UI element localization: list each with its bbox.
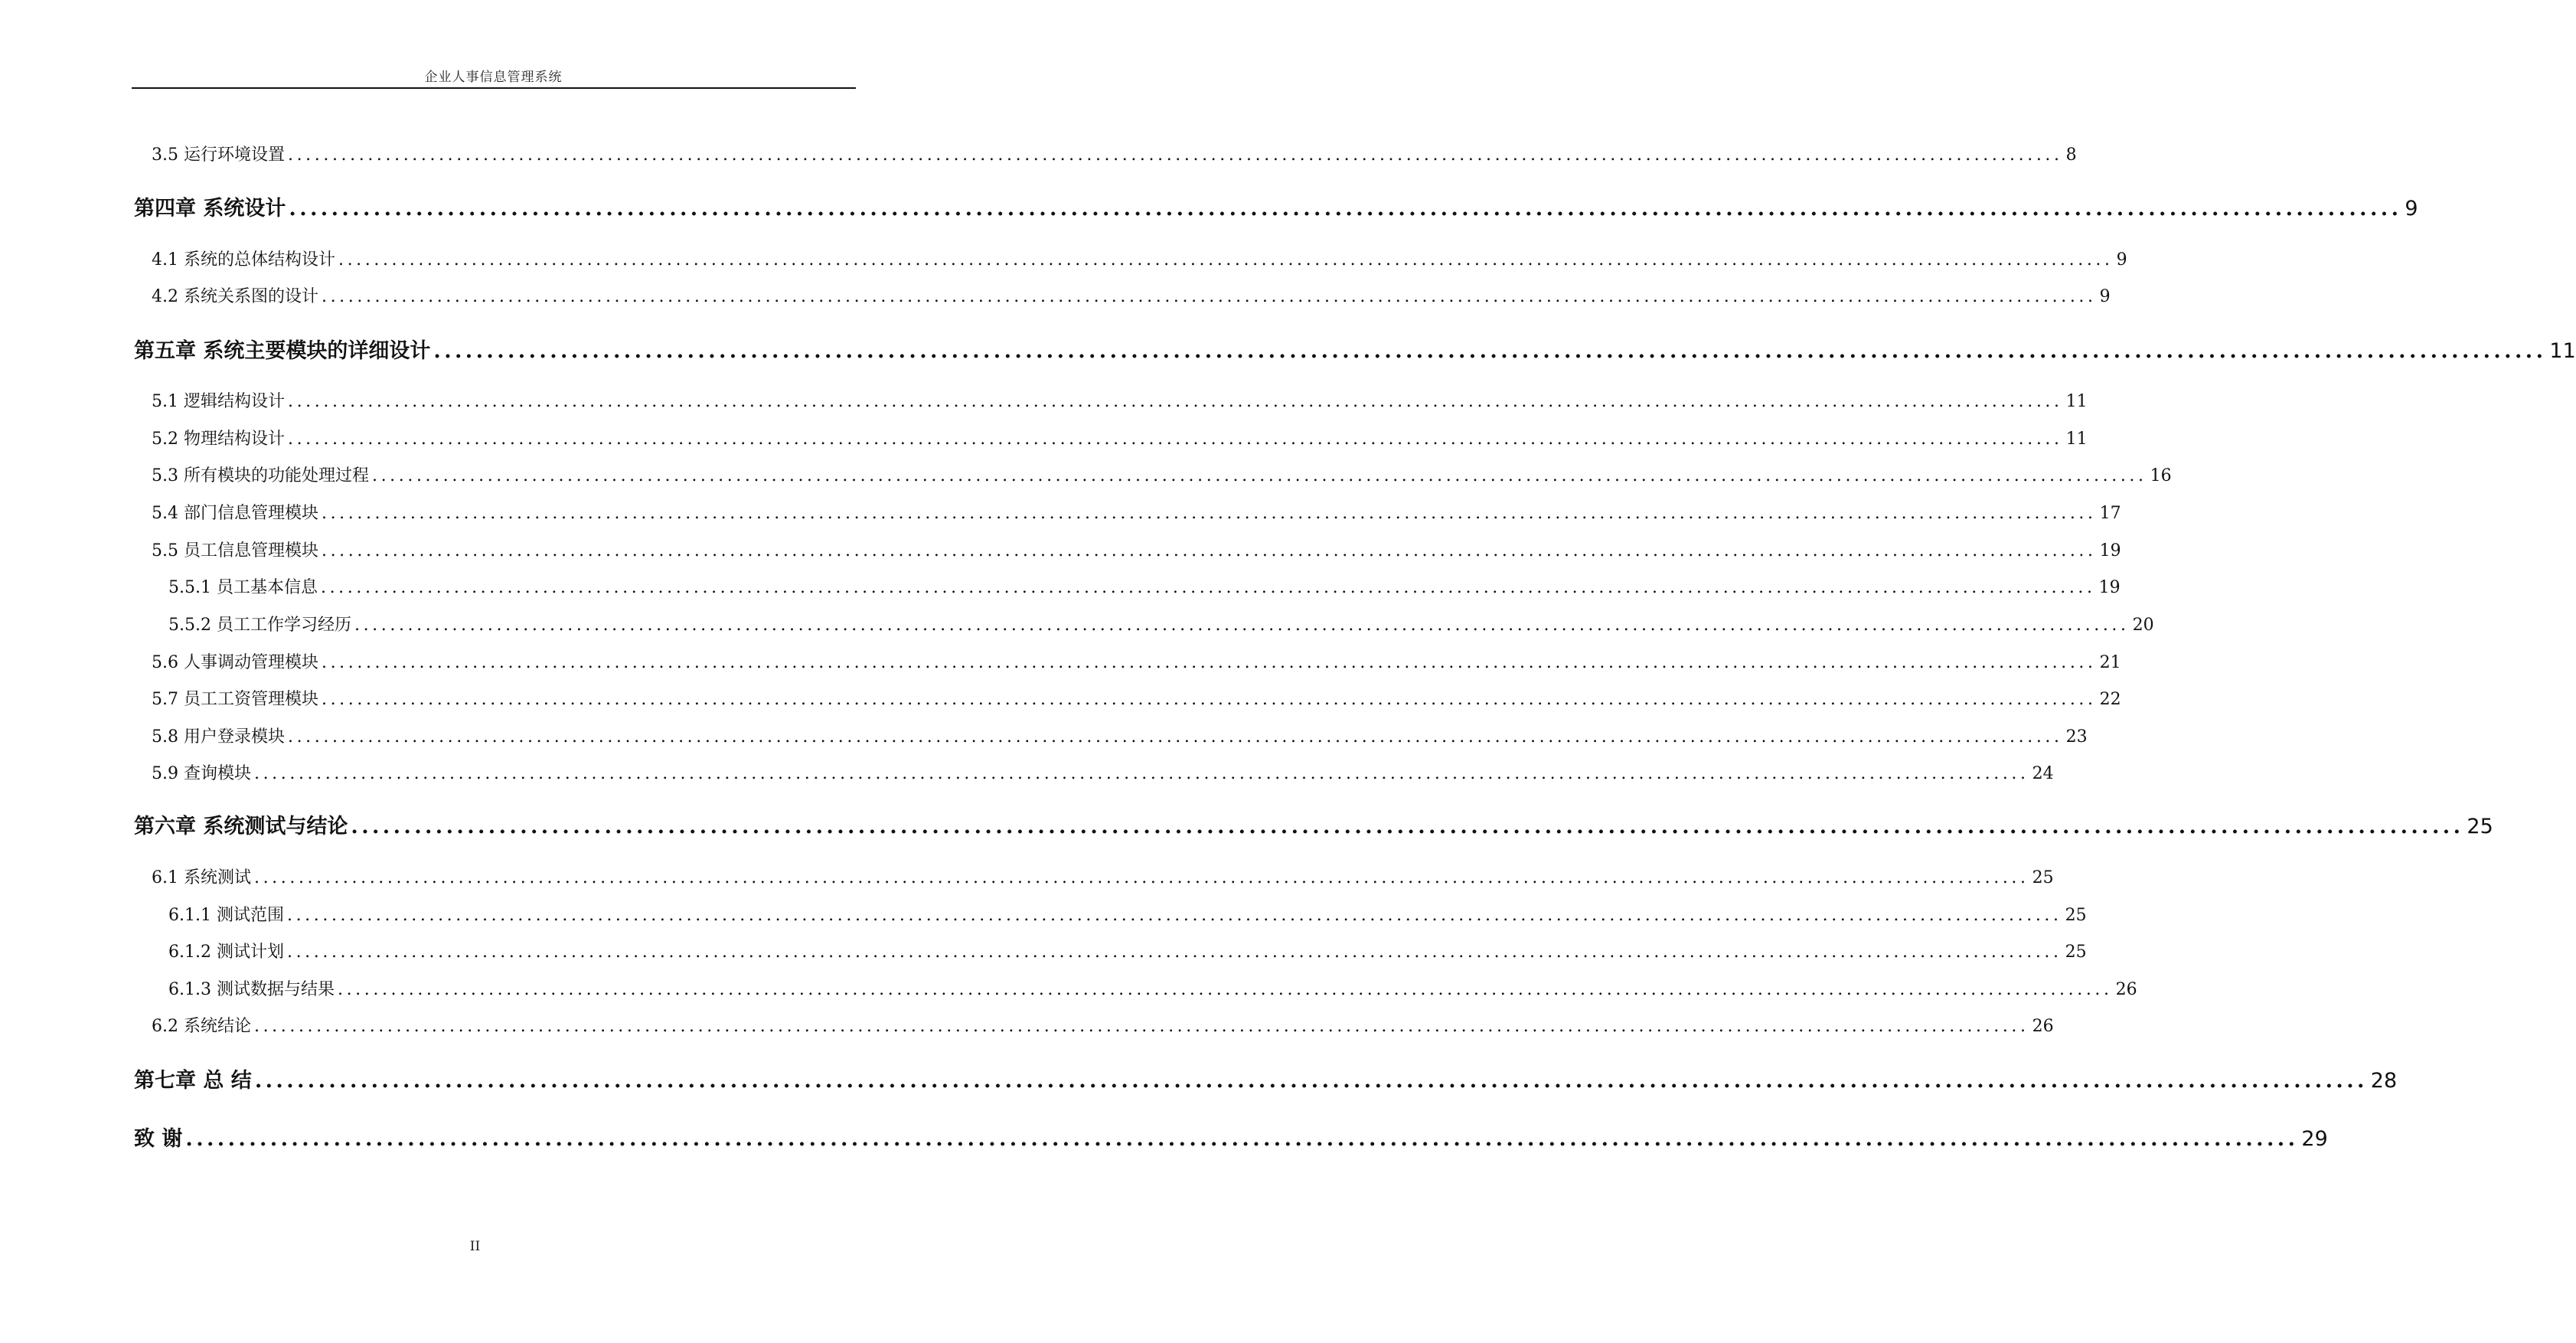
- toc-entry-5-9[interactable]: [152, 760, 2054, 784]
- toc-entry-5-5[interactable]: [152, 538, 2121, 561]
- toc-entry-page: 17: [2099, 504, 2121, 523]
- toc-entry-label: 5.6 人事调动管理模块: [152, 653, 318, 672]
- toc-entry-5-4[interactable]: [152, 500, 2121, 524]
- toc-entry-label: 5.8 用户登录模块: [152, 727, 285, 747]
- dot-leader: ........................................................................................................................................................................................................: [351, 815, 2464, 838]
- dot-leader: ........................................................................................................................................................................................................: [287, 727, 2063, 747]
- dot-leader: ........................................................................................................................................................................................................: [286, 943, 2062, 962]
- header-rule: [132, 87, 856, 89]
- dot-leader: ........................................................................................................................................................................................................: [287, 430, 2063, 449]
- dot-leader: ........................................................................................................................................................................................................: [287, 392, 2063, 411]
- toc-entry-label: 5.5 员工信息管理模块: [152, 541, 318, 560]
- page-number: II: [469, 1239, 481, 1254]
- toc-entry-page: 19: [2099, 541, 2121, 560]
- toc-entry-page: 26: [2115, 980, 2137, 999]
- toc-entry-label: 4.2 系统关系图的设计: [152, 287, 318, 306]
- toc-entry-label: 6.1.1 测试范围: [168, 906, 284, 925]
- toc-entry-page: 9: [2116, 250, 2127, 270]
- toc-entry-5-5-1[interactable]: [168, 574, 2121, 598]
- toc-entry-label: 4.1 系统的总体结构设计: [152, 250, 335, 270]
- dot-leader: ........................................................................................................................................................................................................: [321, 287, 2097, 306]
- toc-acknowledgements[interactable]: [134, 1122, 2328, 1152]
- toc-entry-6-2[interactable]: [152, 1013, 2054, 1037]
- toc-entry-page: 8: [2065, 145, 2077, 165]
- toc-entry-label: 致 谢: [134, 1127, 183, 1151]
- toc-entry-label: 5.7 员工工资管理模块: [152, 690, 318, 709]
- toc-entry-page: 24: [2032, 764, 2054, 783]
- toc-entry-5-2[interactable]: [152, 426, 2088, 449]
- toc-entry-page: 19: [2098, 578, 2121, 597]
- toc-entry-label: 5.5.2 员工工作学习经历: [168, 616, 351, 635]
- dot-leader: ........................................................................................................................................................................................................: [321, 541, 2097, 560]
- dot-leader: ........................................................................................................................................................................................................: [320, 578, 2096, 597]
- dot-leader: ........................................................................................................................................................................................................: [286, 906, 2062, 925]
- toc-entry-page: 25: [2065, 906, 2087, 925]
- toc-entry-page: 11: [2065, 392, 2088, 411]
- toc-entry-6-1-2[interactable]: [168, 939, 2087, 962]
- dot-leader: ........................................................................................................................................................................................................: [433, 339, 2547, 363]
- dot-leader: ........................................................................................................................................................................................................: [253, 868, 2029, 887]
- toc-chapter-4[interactable]: [134, 191, 2418, 221]
- toc-entry-5-3[interactable]: [152, 462, 2172, 486]
- toc-entry-page: 26: [2032, 1017, 2054, 1036]
- toc-entry-5-8[interactable]: [152, 724, 2088, 747]
- toc-entry-page: 25: [2032, 868, 2054, 887]
- toc-entry-label: 5.5.1 员工基本信息: [168, 578, 318, 597]
- toc-entry-label: 5.1 逻辑结构设计: [152, 392, 285, 411]
- toc-entry-label: 第五章 系统主要模块的详细设计: [134, 339, 431, 363]
- dot-leader: ........................................................................................................................................................................................................: [337, 980, 2113, 999]
- toc-chapter-5[interactable]: [134, 334, 2576, 364]
- toc-entry-5-1[interactable]: [152, 388, 2088, 412]
- toc-entry-page: 9: [2405, 197, 2418, 221]
- toc-entry-5-5-2[interactable]: [168, 612, 2154, 636]
- toc-entry-label: 5.2 物理结构设计: [152, 430, 285, 449]
- dot-leader: ........................................................................................................................................................................................................: [253, 1017, 2029, 1036]
- toc-chapter-7[interactable]: [134, 1064, 2398, 1093]
- toc-entry-label: 3.5 运行环境设置: [152, 145, 285, 165]
- toc-entry-6-1-1[interactable]: [168, 902, 2087, 926]
- running-header: 企业人事信息管理系统: [424, 70, 563, 85]
- toc-entry-page: 11: [2549, 339, 2576, 363]
- toc-entry-page: 22: [2099, 690, 2121, 709]
- dot-leader: ........................................................................................................................................................................................................: [321, 690, 2097, 709]
- toc-entry-label: 6.1 系统测试: [152, 868, 251, 887]
- toc-entry-6-1[interactable]: [152, 864, 2054, 888]
- toc-entry-label: 第四章 系统设计: [134, 197, 286, 221]
- dot-leader: ........................................................................................................................................................................................................: [287, 145, 2063, 165]
- toc-entry-label: 6.2 系统结论: [152, 1017, 251, 1036]
- toc-entry-page: 25: [2065, 943, 2087, 962]
- toc-entry-6-1-3[interactable]: [168, 976, 2137, 1000]
- toc-entry-5-6[interactable]: [152, 649, 2121, 673]
- dot-leader: ........................................................................................................................................................................................................: [253, 764, 2029, 783]
- toc-entry-page: 23: [2065, 727, 2088, 747]
- dot-leader: ........................................................................................................................................................................................................: [254, 1069, 2368, 1093]
- dot-leader: ........................................................................................................................................................................................................: [371, 466, 2147, 485]
- toc-entry-5-7[interactable]: [152, 686, 2121, 710]
- toc-entry-page: 25: [2467, 815, 2493, 838]
- toc-entry-4-1[interactable]: [152, 247, 2127, 270]
- dot-leader: ........................................................................................................................................................................................................: [338, 250, 2114, 270]
- toc-entry-page: 29: [2301, 1127, 2328, 1151]
- toc-entry-page: 28: [2370, 1069, 2398, 1093]
- toc-chapter-6[interactable]: [134, 809, 2493, 839]
- dot-leader: ........................................................................................................................................................................................................: [185, 1127, 2299, 1151]
- toc-entry-page: 21: [2099, 653, 2121, 672]
- toc-entry-page: 16: [2150, 466, 2172, 485]
- toc-entry-label: 6.1.3 测试数据与结果: [168, 980, 335, 999]
- toc-entry-label: 6.1.2 测试计划: [168, 943, 284, 962]
- toc-entry-label: 5.3 所有模块的功能处理过程: [152, 466, 369, 485]
- toc-entry-label: 5.4 部门信息管理模块: [152, 504, 318, 523]
- toc-entry-label: 第六章 系统测试与结论: [134, 815, 348, 838]
- toc-entry-page: 9: [2099, 287, 2111, 306]
- toc-entry-page: 20: [2132, 616, 2154, 635]
- toc-entry-4-2[interactable]: [152, 283, 2111, 307]
- dot-leader: ........................................................................................................................................................................................................: [321, 653, 2097, 672]
- toc-entry-3-5[interactable]: [152, 142, 2077, 165]
- dot-leader: ........................................................................................................................................................................................................: [289, 197, 2402, 221]
- toc-entry-label: 5.9 查询模块: [152, 764, 251, 783]
- toc-entry-page: 11: [2065, 430, 2088, 449]
- dot-leader: ........................................................................................................................................................................................................: [321, 504, 2097, 523]
- toc-entry-label: 第七章 总 结: [134, 1069, 252, 1093]
- dot-leader: ........................................................................................................................................................................................................: [354, 616, 2130, 635]
